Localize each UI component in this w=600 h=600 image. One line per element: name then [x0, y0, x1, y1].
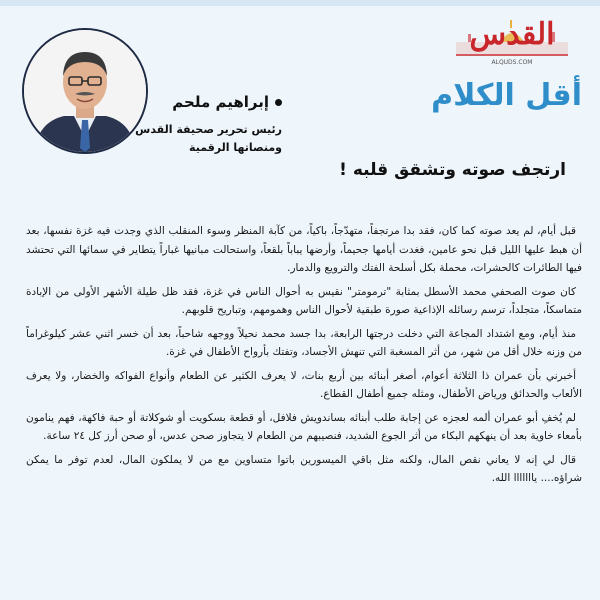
- author-role-line-1: رئيس تحرير صحيفة القدس: [135, 123, 282, 136]
- author-photo: [24, 30, 146, 152]
- top-decorative-bar: [0, 0, 600, 6]
- author-name-text: إبراهيم ملحم: [172, 93, 269, 111]
- column-title: أقل الكلام: [431, 78, 582, 113]
- article-paragraph-3: منذ أيام، ومع اشتداد المجاعة التي دخلت درجتها الرابعة، بدا جسد محمد نحيلاً ووجهه شاحباً، بعد أن خسر اثني عشر كيلوغراماً من وزنه خلال أقل من شهر، من أثر المسغبة التي تنهش الأجساد، وتفتك بأرواح الأطفال في غزة.: [26, 327, 582, 358]
- article-paragraph-6: قال لي إنه لا يعاني نقص المال، ولكنه مثل باقي الميسورين باتوا متساوين مع من لا يملكون المال، لعدم توفر ما يمكن شراؤه.... يااااااا الله.: [26, 453, 582, 484]
- article-paragraph-4: أخبرني بأن عمران ذا الثلاثة أعوام، أصغر أبنائه بين أربع بنات، لا يعرف الكثير عن الطعام وأنواع الفواكه والخضار، ولا يعرف الألعاب والحدائق ورياض الأطفال، ومثله جميع أطفال القطاع.: [26, 369, 582, 400]
- article-body: [26, 222, 582, 493]
- alquds-logo: [448, 12, 576, 70]
- author-name: [172, 92, 282, 112]
- article-headline: ارتجف صوته وتشقق قلبه !: [339, 160, 566, 180]
- bullet-dot-icon: [275, 99, 282, 106]
- article-paragraph-1: قبل أيام، لم يعد صوته كما كان، فقد بدا مرتجفاً، متهدّجاً، باكياً، من كآبة المنظر وسوء المنقلب الذي وجدت فيه غزة نفسها، بعد أن هبط عليها الليل قبل نحو عامين، فغدت أيامها جحيماً، وأرضها يباباً بلقعاً، واستحالت مبانيها غباراً يتطاير في سمائها التي تحتشد فيها الطائرات كالحشرات، محملة بكل أسلحة الفتك والترويع والدمار.: [26, 225, 582, 274]
- article-paragraph-5: لم يُخفِ أبو عمران ألمه لعجزه عن إجابة طلب أبنائه بساندويش فلافل، أو قطعة بسكويت أو شوكلاتة أو حبة فاكهة، فهم ينامون بأمعاء خاوية بعد أن ينهكهم البكاء من أثر الجوع الشديد، فنصيبهم من الطعام لا يتجاوز صحن عدس، أو صحن أرز كل ٢٤ ساعة.: [26, 411, 582, 442]
- author-role-line-2: ومنصاتها الرقمية: [189, 141, 282, 154]
- author-avatar: [22, 28, 148, 154]
- article-paragraph-2: كان صوت الصحفي محمد الأسطل بمثابة "ترمومتر" نقيس به أحوال الناس في غزة، فقد ظل طيلة الأشهر الأولى من الإبادة متماسكاً، متجلداً، ترسم رسائله الإذاعية صورة طبقية لأحوال الناس وهمومهم، وتباريح قلوبهم.: [26, 285, 582, 316]
- logo-url: ALQUDS.COM: [491, 59, 533, 66]
- logo-wordmark: القدس: [469, 17, 555, 52]
